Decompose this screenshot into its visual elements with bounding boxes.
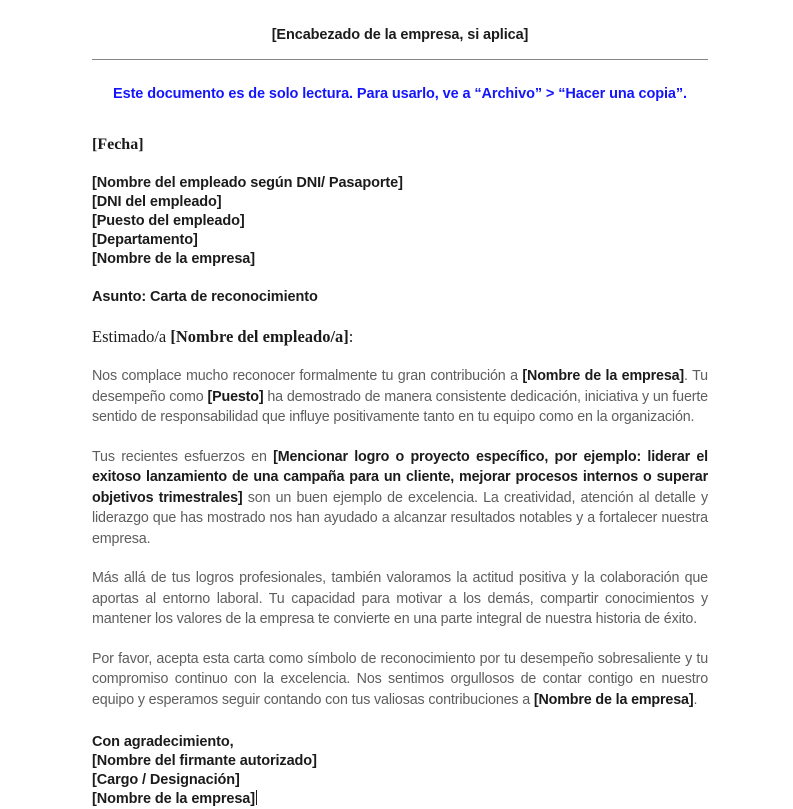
company-header-placeholder[interactable]: [Encabezado de la empresa, si aplica] [271,27,529,43]
recipient-line-department[interactable]: [Departamento] [92,232,198,248]
body-paragraph[interactable] [92,366,708,428]
closing-company[interactable] [92,790,708,809]
body-text: Por favor, acepta esta carta como símbolo de reconocimiento por tu desempeño sobresaliente y tu compromiso continuo con la excelencia. Nos sentimos orgullosos de contar contigo en nuestro equipo y esperamos seguir contando con tus valiosas contribuciones a [92,650,708,708]
recipient-line-name[interactable]: [Nombre del empleado según DNI/ Pasaporte] [92,175,403,191]
body-paragraph[interactable] [92,568,708,630]
body-paragraph[interactable] [92,649,708,711]
body-text: ha demostrado de manera consistente dedicación, iniciativa y un fuerte sentido de responsabilidad que influye positivamente tanto en tu equipo como en la organización. [92,388,708,425]
closing-company-text: [Nombre de la empresa] [92,791,255,807]
body-paragraph[interactable] [92,447,708,550]
body-text: . [693,691,698,708]
read-only-notice: Este documento es de solo lectura. Para usarlo, ve a “Archivo” > “Hacer una copia”. [113,86,687,102]
document-content [92,0,708,809]
subject-line[interactable]: Asunto: Carta de reconocimiento [92,289,318,305]
body-placeholder: [Nombre de la empresa] [533,691,694,708]
body-text: Más allá de tus logros profesionales, también valoramos la actitud positiva y la colaboración que aportas al entorno laboral. Tu capacidad para motivar a los demás, compartir conocimientos y mantener los valores de la empresa te convierte en una parte integral de nuestra historia de éxito. [92,570,708,627]
closing-block [92,733,708,809]
recipient-line-id[interactable]: [DNI del empleado] [92,194,222,210]
text-cursor [256,790,257,805]
closing-salutation[interactable]: Con agradecimiento, [92,734,234,750]
salutation-line[interactable] [92,327,708,347]
body-placeholder: [Nombre de la empresa] [522,368,685,384]
body-placeholder: [Mencionar logro o proyecto específico, por ejemplo: liderar el exitoso lanzamiento de una campaña para un cliente, mejorar procesos internos o superar objetivos trimestrales] [92,448,709,506]
body-placeholder: [Puesto] [207,388,264,405]
closing-signer-title[interactable]: [Cargo / Designación] [92,772,240,788]
date-placeholder[interactable]: [Fecha] [92,136,144,153]
recipient-block [92,174,708,269]
salutation-suffix: : [348,327,354,346]
recipient-line-company[interactable]: [Nombre de la empresa] [92,251,255,267]
body-text: . Tu desempeño como [92,368,708,405]
salutation-prefix: Estimado/a [92,327,171,346]
body-text: son un buen ejemplo de excelencia. La creatividad, atención al detalle y liderazgo que has mostrado nos han ayudado a alcanzar resultados notables y a fortalecer nuestra empresa. [92,489,708,547]
body-paragraphs [92,366,708,710]
salutation-placeholder: [Nombre del empleado/a] [170,327,349,346]
recipient-line-position[interactable]: [Puesto del empleado] [92,213,245,229]
body-text: Tus recientes esfuerzos en [92,448,274,465]
body-text: Nos complace mucho reconocer formalmente tu gran contribución a [92,368,523,384]
header-divider [92,59,708,60]
closing-signer-name[interactable]: [Nombre del firmante autorizado] [92,753,317,769]
